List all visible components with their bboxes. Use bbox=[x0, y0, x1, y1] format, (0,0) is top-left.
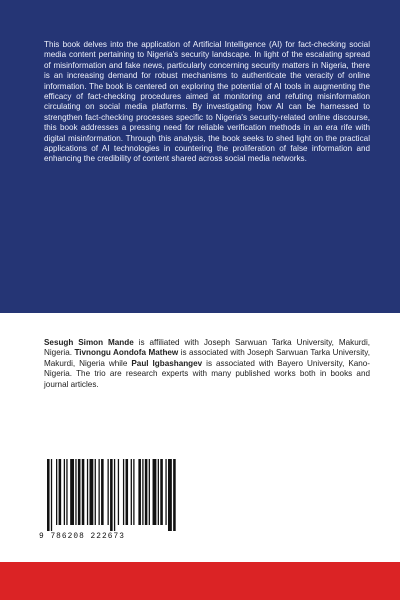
author-affiliation-3: is associated with Bayero University, Kano-Nigeria. The trio are research experts with many published works both in books and journal articles. bbox=[44, 358, 370, 389]
isbn-number: 9 786208 222673 bbox=[39, 533, 125, 541]
isbn-barcode-block bbox=[37, 451, 191, 545]
author-name-2: Tivnongu Aondofa Mathew bbox=[74, 348, 179, 358]
author-affiliation-1: is affiliated with Joseph Sarwuan Tarka University, Makurdi, Nigeria. bbox=[44, 338, 371, 358]
bottom-color-strip bbox=[0, 562, 400, 600]
author-name-3: Paul Igbashangev bbox=[131, 358, 203, 368]
book-description: This book delves into the application of Artificial Intelligence (AI) for fact-checking social media content pertaining to Nigeria's security landscape. In light of the escalating spread of misinformation and fake news, particularly concerning security matters in Nigeria, there is an increasing demand for robust mechanisms to authenticate the veracity of online information. The book is centered on exploring the potential of AI tools in augmenting the efficacy of fact-checking procedures aimed at monitoring and refuting misinformation circulating on social media platforms. By investigating how AI can be harnessed to strengthen fact-checking processes specific to Nigeria's security-related online discourse, this book addresses a pressing need for reliable verification methods in an era rife with digital misinformation. Through this analysis, the book seeks to shed light on the practical applications of AI technologies in countering the proliferation of false information and enhancing the credibility of content shared across social media networks. bbox=[44, 40, 370, 164]
author-affiliation-2: is associated with Joseph Sarwuan Tarka University, Makurdi, Nigeria while bbox=[44, 348, 370, 368]
barcode-icon bbox=[47, 459, 177, 531]
author-bio bbox=[44, 338, 370, 390]
author-name-1: Sesugh Simon Mande bbox=[44, 338, 134, 347]
